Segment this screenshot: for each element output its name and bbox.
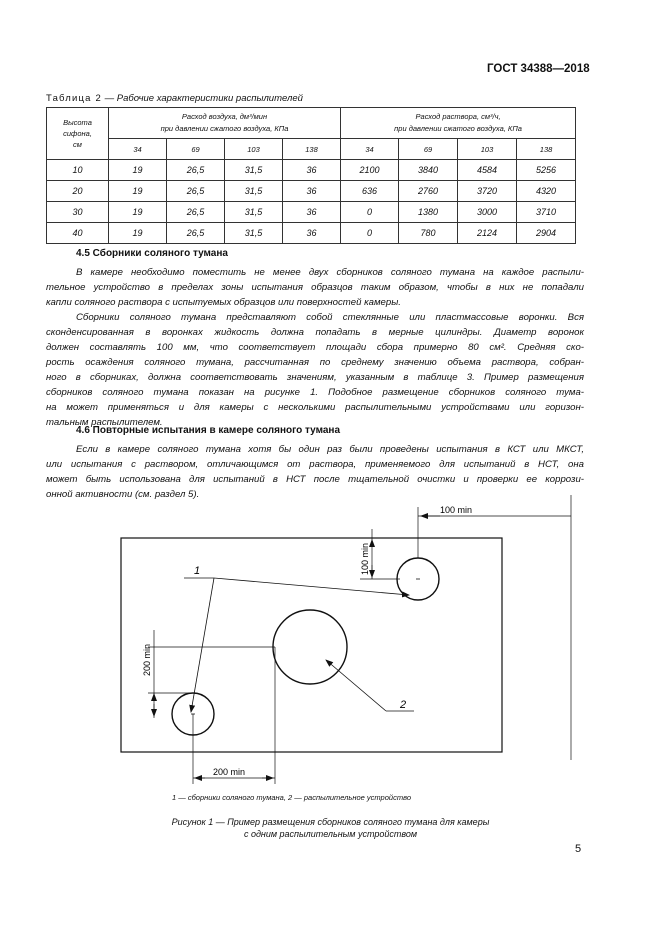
table-cell: 19 — [109, 160, 167, 181]
text-line: тельное устройство в пределах зоны испытания образцов таким образом, чтобы в них не попадали — [46, 282, 584, 293]
table-cell: 0 — [341, 202, 399, 223]
table-cell: 26,5 — [167, 181, 225, 202]
dim-vertical-right-label: 100 min — [360, 542, 370, 575]
pressure-header: 103 — [458, 139, 517, 160]
page-number: 5 — [575, 843, 582, 855]
table-cell: 40 — [47, 223, 109, 244]
table-cell: 2100 — [341, 160, 399, 181]
table-cell: 36 — [283, 223, 341, 244]
text-line: Сборники соляного тумана представляют собой стеклянные или пластмассовые воронки. Вся — [76, 312, 584, 323]
dim-top-label: 100 min — [440, 505, 473, 515]
table-cell: 20 — [47, 181, 109, 202]
pressure-header: 34 — [341, 139, 399, 160]
pressure-header: 34 — [109, 139, 167, 160]
text-line: онной активности (см. раздел 5). — [46, 489, 200, 500]
pressure-header: 69 — [167, 139, 225, 160]
table-cell: 19 — [109, 202, 167, 223]
figure-title — [0, 816, 661, 840]
table-cell: 36 — [283, 202, 341, 223]
figure-title-line: с одним распылительным устройством — [243, 829, 418, 839]
dim-vertical-left-label: 200 min — [142, 643, 152, 676]
table-cell: 26,5 — [167, 160, 225, 181]
text-line: может быть использована для испытаний в НСТ после тщательной очистки и проверки ее коррози- — [46, 474, 584, 485]
table-cell: 10 — [47, 160, 109, 181]
text-line: ного в сборниках, должна соответствовать значениям, указанным в таблице 3. Пример размещения — [46, 372, 584, 383]
section-4-5-heading: 4.5 Сборники соляного тумана — [76, 248, 228, 259]
table-cell: 2760 — [399, 181, 458, 202]
table-cell: 3840 — [399, 160, 458, 181]
text-line: Если в камере соляного тумана хотя бы один раз были проведены испытания в КСТ или МКСТ, — [76, 444, 584, 455]
table-cell: 30 — [47, 202, 109, 223]
table-cell: 19 — [109, 223, 167, 244]
text-line: капли соляного раствора с испытуемых образцов или поверхностей камеры. — [46, 297, 401, 308]
pressure-header: 103 — [225, 139, 283, 160]
table-cell: 31,5 — [225, 223, 283, 244]
table-cell: 31,5 — [225, 160, 283, 181]
solution-header-line: Расход раствора, см³/ч, — [415, 112, 501, 121]
text-line: сборников соляного тумана показан на рисунке 1. Подобное размещение сборников соляного тума- — [46, 387, 584, 398]
pressure-header: 138 — [517, 139, 576, 160]
air-header-line: при давлении сжатого воздуха, КПа — [160, 124, 289, 133]
label-1: 1 — [194, 565, 201, 577]
sprayer-device — [273, 610, 347, 684]
table-cell: 36 — [283, 160, 341, 181]
table-cell: 2904 — [517, 223, 576, 244]
text-line: или испытания с раствором, отличающимся от раствора, применяемого для испытаний в НСТ, она — [46, 459, 584, 470]
table-cell: 1380 — [399, 202, 458, 223]
text-line: В камере необходимо поместить не менее двух сборников соляного тумана на каждое распыли- — [76, 267, 584, 278]
standard-number: ГОСТ 34388—2018 — [487, 63, 590, 75]
table-cell: 36 — [283, 181, 341, 202]
text-line: сконденсированная в воронках жидкость должна попадать в мерные цилиндры. Диаметр воронок — [46, 327, 584, 338]
dim-bottom-label: 200 min — [213, 767, 246, 777]
section-4-6-heading: 4.6 Повторные испытания в камере соляного тумана — [76, 425, 341, 436]
pressure-header: 69 — [399, 139, 458, 160]
table-cell: 780 — [399, 223, 458, 244]
table-cell: 636 — [341, 181, 399, 202]
text-line: должен составлять 100 мм, что соответствует площади сбора примерно 80 см². Средняя ско- — [46, 342, 584, 353]
label-2: 2 — [400, 699, 407, 711]
table-cell: 0 — [341, 223, 399, 244]
table-cell: 5256 — [517, 160, 576, 181]
table-cell: 31,5 — [225, 181, 283, 202]
leader-line-1-to-right — [214, 578, 409, 595]
solution-header-line: при давлении сжатого воздуха, КПа — [394, 124, 522, 133]
text-line: тальным распылителем. — [46, 417, 163, 428]
siphon-header-line: Высота — [63, 118, 92, 127]
table-cell: 2124 — [458, 223, 517, 244]
table-cell: 3710 — [517, 202, 576, 223]
table-cell: 3000 — [458, 202, 517, 223]
text-line: рость осаждения соляного тумана, рассчитанная по среднему значению объема раствора, собран- — [46, 357, 584, 368]
leader-line-2-diagonal — [326, 660, 386, 711]
table-cell: 26,5 — [167, 202, 225, 223]
table-cell: 26,5 — [167, 223, 225, 244]
table-title-description: — Рабочие характеристики распылителей — [101, 93, 303, 104]
table-title-number: Таблица 2 — [46, 93, 102, 104]
text-line: на может применяться и для камеры с несколькими распылительными устройствами или горизон- — [46, 402, 584, 413]
figure-legend: 1 — сборники соляного тумана, 2 — распылительное устройство — [172, 793, 411, 802]
siphon-header-line: сифона, — [63, 129, 92, 138]
pressure-header: 138 — [283, 139, 341, 160]
table-cell: 19 — [109, 181, 167, 202]
table-cell: 4320 — [517, 181, 576, 202]
air-header-line: Расход воздуха, дм³/мин — [181, 112, 268, 121]
figure-title-line: Рисунок 1 — Пример размещения сборников соляного тумана для камеры — [171, 817, 490, 827]
leader-line-1-to-left — [191, 578, 214, 712]
siphon-header-line: см — [73, 140, 82, 149]
table-cell: 4584 — [458, 160, 517, 181]
table-cell: 31,5 — [225, 202, 283, 223]
table-cell: 3720 — [458, 181, 517, 202]
chamber-outline — [121, 538, 502, 752]
